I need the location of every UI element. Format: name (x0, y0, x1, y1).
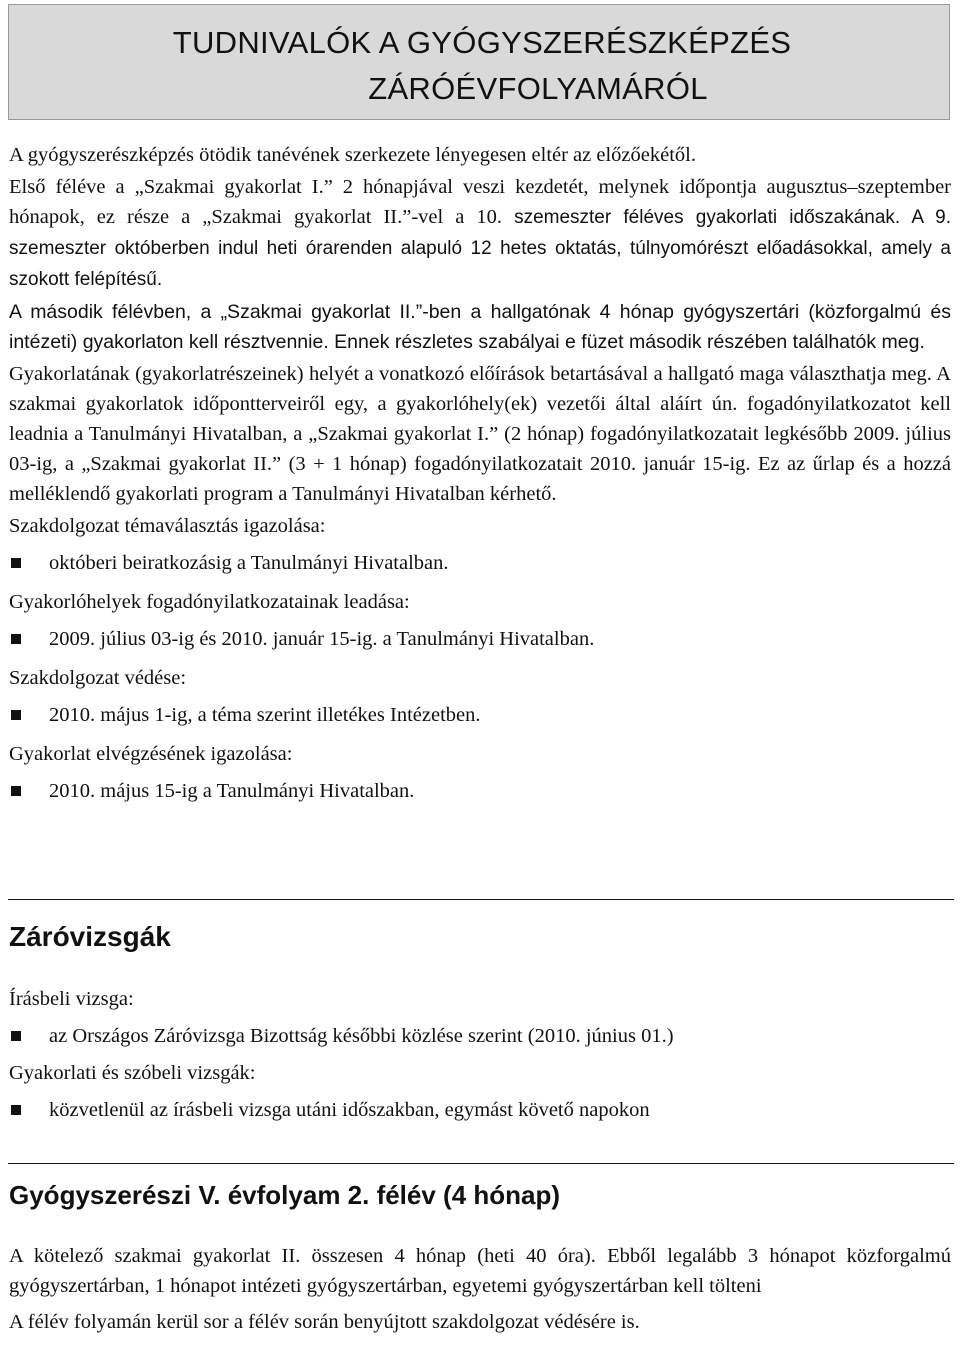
exam-label: Gyakorlati és szóbeli vizsgák: (9, 1062, 256, 1084)
semester-paragraph-2: A félév folyamán kerül sor a félév során benyújtott szakdolgozat védésére is. (9, 1311, 640, 1333)
schedule-label: Szakdolgozat témaválasztás igazolása: (9, 515, 326, 537)
schedule-bullet (9, 700, 951, 730)
schedule-bullet-text: októberi beiratkozásig a Tanulmányi Hivatalban. (49, 552, 449, 574)
exam-label: Írásbeli vizsga: (9, 988, 134, 1010)
schedule-bullet (9, 624, 951, 654)
schedule-label: Gyakorlóhelyek fogadónyilatkozatainak leadása: (9, 591, 410, 613)
exam-bullet-text: közvetlenül az írásbeli vizsga utáni időszakban, egymást követő napokon (49, 1099, 650, 1121)
intro-paragraph-2 (9, 172, 951, 295)
bullet-square-icon (11, 558, 21, 568)
exam-bullet-text: az Országos Záróvizsga Bizottság későbbi közlése szerint (2010. június 01.) (49, 1025, 674, 1047)
bullet-square-icon (11, 1031, 21, 1041)
divider (8, 899, 954, 900)
schedule-label: Szakdolgozat védése: (9, 667, 187, 689)
intro-paragraph-1: A gyógyszerészképzés ötödik tanévének szerkezete lényegesen eltér az előzőekétől. (9, 144, 696, 166)
schedule-bullet-text: 2010. május 1-ig, a téma szerint illetékes Intézetben. (49, 704, 481, 726)
page-title-line2: ZÁRÓÉVFOLYAMÁRÓL (368, 71, 708, 106)
exam-bullet (9, 1021, 951, 1051)
semester-heading: Gyógyszerészi V. évfolyam 2. félév (4 hónap) (9, 1180, 561, 1210)
intro-section (9, 140, 951, 815)
schedule-bullet-text: 2010. május 15-ig a Tanulmányi Hivatalban. (49, 780, 415, 802)
semester-paragraph-1: A kötelező szakmai gyakorlat II. összesen 4 hónap (heti 40 óra). Ebből legalább 3 hónapot közforgalmú gyógyszertárban, 1 hónapot intézeti gyógyszertárban, egyetemi gyógyszertárban kell tölteni (9, 1245, 951, 1297)
intro-paragraph-4: Gyakorlatának (gyakorlatrészeinek) helyét a vonatkozó előírások betartásával a hallgató maga választhatja meg. A szakmai gyakorlatok időpontterveiről egy, a gyakorlóhely(ek) vezetői által aláírt ún. fogadónyilatkozatot kell leadnia a Tanulmányi Hivatalban, a „Szakmai gyakorlat I.” (2 hónap) fogadónyilatkozatait legkésőbb 2009. július 03-ig, a „Szakmai gyakorlat II.” (3 + 1 hónap) fogadónyilatkozatait 2010. január 15-ig. Ez az űrlap és a hozzá melléklendő gyakorlati program a Tanulmányi Hivatalban kérhető. (9, 363, 951, 505)
schedule-label: Gyakorlat elvégzésének igazolása: (9, 743, 293, 765)
schedule-bullet (9, 548, 951, 578)
divider (8, 1163, 954, 1164)
schedule-bullet-text: 2009. július 03-ig és 2010. január 15-ig. a Tanulmányi Hivatalban. (49, 628, 595, 650)
exams-section (9, 984, 951, 1125)
intro-paragraph-2-serif: Első féléve a „Szakmai gyakorlat I.” 2 hónapjával veszi kezdetét, melynek időpontja augusztus–szeptember hónapok, ez része a „Szakmai gyakorlat II.”-vel a 10. (9, 176, 951, 228)
exams-heading: Záróvizsgák (9, 921, 171, 952)
semester-section (9, 1241, 951, 1339)
bullet-square-icon (11, 634, 21, 644)
intro-paragraph-2-sans: szemeszter féléves gyakorlati időszakának. A 9. szemeszter októberben indul heti órarenden alapuló 12 hetes oktatás, túlnyomórészt előadásokkal, amely a szokott felépítésű. (9, 207, 952, 290)
bullet-square-icon (11, 710, 21, 720)
intro-paragraph-3: A második félévben, a „Szakmai gyakorlat II.”-ben a hallgatónak 4 hónap gyógyszertári (közforgalmú és intézeti) gyakorlaton kell résztvennie. Ennek részletes szabályai e füzet második részében találhatók meg. (9, 301, 951, 353)
page-title-box (8, 4, 950, 120)
schedule-bullet (9, 776, 951, 806)
bullet-square-icon (11, 1105, 21, 1115)
bullet-square-icon (11, 786, 21, 796)
page-title-line1: TUDNIVALÓK A GYÓGYSZERÉSZKÉPZÉS (172, 25, 792, 60)
exam-bullet (9, 1095, 951, 1125)
